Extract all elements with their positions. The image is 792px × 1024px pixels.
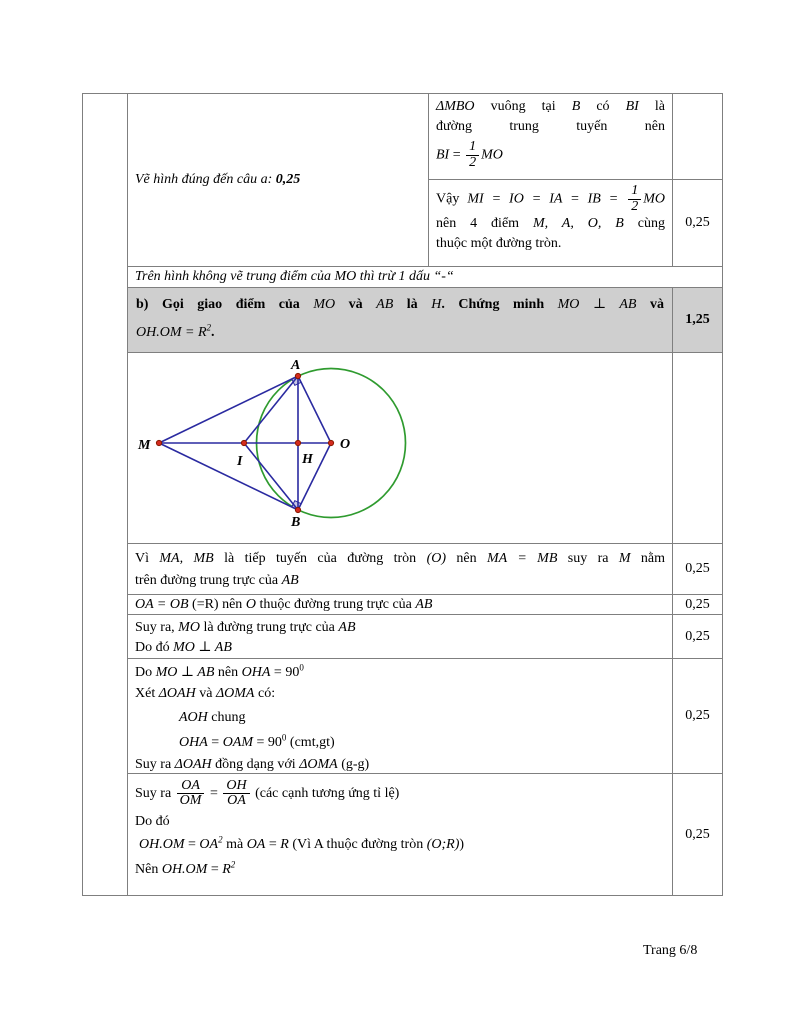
r9-line4: Nên $OH.OM = R^2$ [135,859,236,877]
mbo-right-triangle-cell [428,93,673,180]
score-cell-r1 [672,179,723,267]
score-cell-r3 [672,287,723,353]
segment-OA [298,376,331,443]
page-number: Trang 6/8 [643,943,698,958]
credit-score: 0,25 [275,172,301,187]
conclusion-line1: Vậy MI = IO = IA = IB = $\frac{1}{2}$ MO [436,183,666,214]
r8-line1: Do MO ⊥ AB nên OHA = $90^0$ [135,662,304,680]
score-cell-r5 [672,543,723,595]
four-points-circle-cell [428,179,673,267]
point-A [295,373,300,378]
oa-ob-cell: OA = OB (=R) nên O thuộc đường trung trực của AB [127,594,673,615]
mbo-line1: ΔMBO vuông tại B có BI là [436,99,666,114]
segment-MB [159,443,298,510]
score-value: 0,25 [685,596,710,612]
question-number-column [82,93,128,896]
score-cell-r6 [672,594,723,615]
score-cell-empty-2 [672,352,723,544]
score-cell-empty-1 [672,93,723,180]
point-I [241,440,246,445]
r8-line2: Xét ΔOAH và ΔOMA có: [135,686,276,701]
fraction-one-half: $\frac{1}{2}$ [626,184,643,214]
geometry-figure [128,353,672,543]
score-value: 0,25 [685,826,710,842]
fraction-one-half: $\frac{1}{2}$ [464,140,481,170]
part-b-statement-cell [127,287,673,353]
r9-line2: Do đó [135,814,170,829]
part-b-line1: b) Gọi giao điểm của MO và AB là H. Chứng minh MO ⊥ AB và [136,297,665,312]
conclusion-line3: thuộc một đường tròn. [436,236,562,252]
score-cell-r9 [672,773,723,896]
label-A: A [291,358,301,373]
score-value: 0,25 [685,708,710,723]
point-O [328,440,333,445]
r8-line3: AOH chung [179,710,246,725]
mbo-line3: BI = $\frac{1}{2}$ MO [436,139,503,170]
score-value: 0,25 [685,628,710,644]
figure-credit-cell [127,93,429,267]
conclusion-line2: nên 4 điểm M, A, O, B cùng [436,216,665,232]
fraction-OH-OA: $\frac{OH}{OA}$ [221,779,251,809]
perpendicular-cell [127,614,673,659]
mbo-line2: đường trung tuyến nên [436,119,665,134]
similar-triangles-cell [127,658,673,774]
credit-text: Vẽ hình đúng đến câu a: [135,172,276,187]
point-B [295,507,300,512]
point-H [295,440,300,445]
score-value: 0,25 [685,561,710,576]
segment-MA [159,376,298,443]
grading-note-cell [127,266,723,288]
geometry-figure-cell [127,352,673,544]
tangent-equal-cell [127,543,673,595]
part-b-line2: $OH.OM = R^2$. [136,322,215,340]
score-cell-r8 [672,658,723,774]
ratio-conclusion-cell [127,773,673,896]
grading-note-text: Trên hình không vẽ trung điểm của MO thì trừ 1 dấu “-“ [135,269,454,284]
r8-line5: Suy ra ΔOAH đồng dạng với ΔOMA (g-g) [135,757,370,772]
score-cell-r7 [672,614,723,659]
r5-line2: trên đường trung trực của AB [135,573,299,588]
score-value: 0,25 [685,215,710,230]
fraction-OA-OM: $\frac{OA}{OM}$ [175,779,207,809]
label-I: I [237,454,243,469]
r8-line4: OHA = OAM = $90^0$ (cmt,gt) [179,732,335,750]
point-M [156,440,161,445]
r7-line2: Do đó MO ⊥ AB [135,640,232,655]
label-B: B [291,515,301,530]
label-H: H [302,452,313,467]
segment-IB [244,443,298,510]
r7-line1: Suy ra, MO là đường trung trực của AB [135,620,356,635]
score-value: 1,25 [685,312,710,327]
r9-line3: $OH.OM = OA^2$ mà OA = R (Vì A thuộc đường tròn (O;R)) [139,834,465,852]
label-M: M [138,438,151,453]
label-O: O [340,437,351,452]
r9-line1: Suy ra $\frac{OA}{OM}$ = $\frac{OH}{OA}$ (các cạnh tương ứng tỉ lệ) [135,777,400,809]
figure-credit-text [135,172,300,188]
segment-IA [244,376,298,443]
r5-line1: Vì MA, MB là tiếp tuyến của đường tròn (O) nên MA = MB suy ra M nằm [135,551,666,566]
